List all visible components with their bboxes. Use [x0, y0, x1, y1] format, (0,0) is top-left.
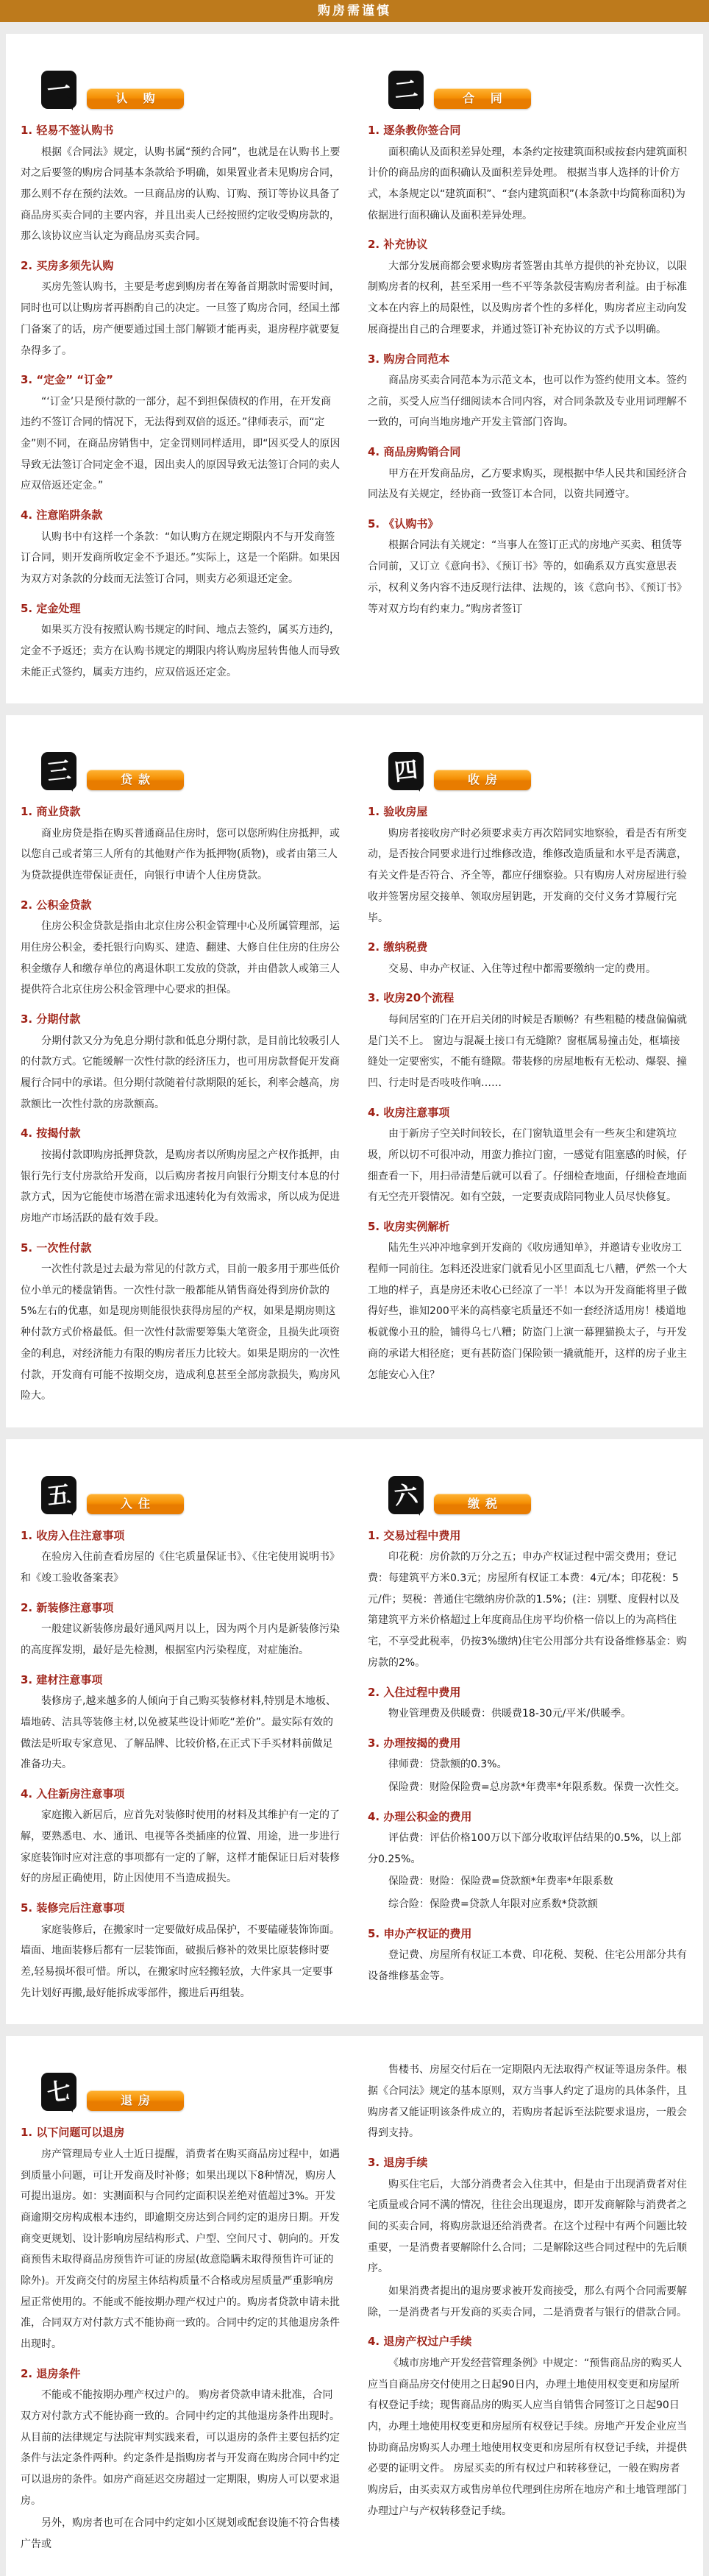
item-body — [21, 1691, 341, 1775]
section-badge-row — [388, 1457, 688, 1514]
paragraph: 住房公积金贷款是指由北京住房公积金管理中心及所属管理部，运用住房公积金，委托银行向购买、建造、翻建、大修自住住房的住房公积金缴存人和缴存单位的离退休职工发放的贷款，并由借款人或第三人提供符合北京住房公积金管理中心要求的担保。 — [21, 920, 340, 996]
item-heading: 4. 退房产权过户手续 — [368, 2335, 472, 2349]
section-banner — [87, 88, 184, 109]
badge-numeral: 三 — [46, 756, 72, 787]
number-badge — [41, 752, 76, 790]
paragraph: 大部分发展商都会要求购房者签署由其单方提供的补充协议，以限制购房者的权利，甚至采用一些不平等条款侵害购房者利益。由于标准文本在内容上的局限性，以及购房者个性的多样化，购房者应主动向发展商提出自己的合理要求，并通过签订补充协议的方式予以明确。 — [368, 260, 687, 336]
paragraph: 购房者接收房产时必须要求卖方再次陪同实地察验，看是否有所变动，是否按合同要求进行过维修改造，维修改造质量和水平是否满意，有关文件是否符合、齐全等，都应仔细察验。只有购房人对房屋进行验收并签署房屋交接单、领取房屋钥匙，开发商的交付义务才算履行完毕。 — [368, 827, 687, 924]
item-body — [368, 823, 688, 929]
item-body — [21, 277, 341, 361]
paragraph: 综合险：保险费=贷款人年限对应系数*贷款额 — [388, 1898, 598, 1911]
section-items — [21, 1527, 341, 2004]
section-tuifang-right — [368, 2048, 688, 2556]
badge-numeral: 四 — [393, 756, 419, 787]
item-body — [368, 535, 688, 620]
item-body — [21, 916, 341, 1001]
section-banner — [87, 770, 184, 790]
item-heading: 4. 收房注意事项 — [368, 1105, 450, 1119]
item-heading: 2. 公积金贷款 — [21, 898, 92, 912]
article-item — [21, 1011, 341, 1115]
article-item — [368, 351, 688, 434]
section-label: 入住 — [120, 1496, 156, 1511]
section-box-2 — [6, 715, 703, 1427]
item-heading: 5. 一次性付款 — [21, 1241, 92, 1255]
item-heading: 4. 注意陷阱条款 — [21, 508, 103, 522]
item-heading: 4. 商品房购销合同 — [368, 445, 461, 459]
item-heading: 3. 办理按揭的费用 — [368, 1736, 461, 1750]
item-body — [21, 1259, 341, 1407]
item-body — [21, 2385, 341, 2555]
item-heading: 1. 轻易不签认购书 — [21, 124, 114, 137]
item-heading: 2. 入住过程中费用 — [368, 1685, 461, 1699]
item-heading: 3. 建材注意事项 — [21, 1672, 103, 1686]
item-body — [21, 1619, 341, 1661]
article-item — [21, 600, 341, 684]
article-item — [21, 1527, 341, 1589]
section-badge-row — [41, 1457, 341, 1514]
section-items — [368, 122, 688, 620]
section-items — [21, 2124, 341, 2555]
paragraph: 装修房子,越来越多的人倾向于自己购买装修材料,特别是木地板、墙地砖、洁具等装修主材,以免被某些设计师吃“差价”。最实际有效的做法是听取专家意见、了解品牌、比较价格,在正式下手买材料前做足准备功夫。 — [21, 1695, 336, 1771]
section-items — [21, 803, 341, 1407]
article-item — [368, 990, 688, 1093]
paragraph: 在验房入住前查看房屋的《住宅质量保证书》、《住宅使用说明书》和《竣工验收备案表》 — [21, 1551, 340, 1585]
section-label: 贷款 — [120, 773, 156, 787]
article-item — [368, 1218, 688, 1385]
article-item — [368, 1735, 688, 1798]
paragraph: 印花税：房价款的万分之五；申办产权证过程中需交费用；登记费：每建筑平方米0.3元；房屋所有权证工本费：4元/本；印花税：5元/件；契税：普通住宅缴纳房价款的1.5%；(注：别墅、度假村以及第建筑平方米价格超过上年度商品住房平均价格一倍以上的为高档住宅，不享受此税率，仍按3%缴纳)住宅公用部分共有设备维修基金：购房款的2%。 — [368, 1551, 687, 1669]
article-item — [368, 122, 688, 226]
paragraph: 一次性付款是过去最为常见的付款方式，目前一般多用于那些低价位小单元的楼盘销售。一次性付款一般都能从销售商处得到房价款的5%左右的优惠，如是现房则能很快获得房屋的产权，如果是期房则这种付款方式价格最低。但一次性付款需要筹集大笔资金，且损失此项资金的利息，对经济能力有限的购房者压力比较大。如果是期房的一次性付款，开发商有可能不按期交房，造成利息甚至全部房款损失，购房风险大。 — [21, 1263, 340, 1402]
section-banner — [434, 770, 531, 790]
item-heading: 3. 分期付款 — [21, 1012, 81, 1026]
article-item — [368, 2333, 688, 2522]
badge-numeral: 六 — [393, 1480, 419, 1511]
section-renggou — [21, 46, 341, 684]
item-heading: 3. 购房合同范本 — [368, 352, 450, 366]
item-body — [368, 1754, 688, 1798]
item-heading: 2. 缴纳税费 — [368, 940, 428, 954]
paragraph: 不能或不能按期办理产权过户的。 购房者贷款申请未批准，合同双方对付款方式不能协商一致的。合同中约定的其他退房条件出现时。从目前的法律规定与法院审判实践来看，可以退房的条件主要包括约定条件与法定条件两种。约定条件是指购房者与开发商在购房合同中约定可以退房的条件。如房产商延迟交房超过一定期限，购房人可以要求退房。 — [21, 2389, 340, 2507]
paragraph: 如果买方没有按照认购书规定的时间、地点去签约，属买方违约，定金不予返还；卖方在认购书规定的期限内将认购房屋转售他人而导致未能正式签约，属卖方违约，应双倍返还定金。 — [21, 624, 340, 678]
page-title: 购房需谨慎 — [318, 4, 391, 18]
article-item — [21, 1672, 341, 1775]
number-badge — [41, 71, 76, 109]
article-item — [21, 2124, 341, 2355]
item-body — [21, 620, 341, 683]
item-body — [368, 1703, 688, 1725]
paragraph: 陆先生兴冲冲地拿到开发商的《收房通知单》，并邀请专业收房工程师一同前往。怎料还没进家门就看见小区里面乱七八糟，俨然一个大工地的样子，真是房还未收心已经凉了一半！本以为开发商能将里子做得好些，谁知200平米的高档豪宅质量还不如一套经济适用房！楼道地板就像小丑的脸，铺得乌七八糟；防盗门上演一幕狸猫换太子，与开发商的承诺大相径庭；更有甚防盗门保险锁一撬就能开，这样的房子业主怎能安心入住？ — [368, 1242, 687, 1381]
item-body — [21, 391, 341, 497]
item-heading: 3. 收房20个流程 — [368, 991, 455, 1005]
article-item — [368, 1809, 688, 1915]
item-heading: 2. 退房条件 — [21, 2366, 81, 2380]
paragraph: 面积确认及面积差异处理，本条约定按建筑面积或按套内建筑面积计价的商品房的面积确认及面积差异处理。 根据当事人选择的计价方式，本条规定以“建筑面积”、“套内建筑面积”(本条款中均简称面积)为依据进行面积确认及面积差异处理。 — [368, 146, 687, 221]
item-heading: 1. 商业贷款 — [21, 805, 81, 819]
section-badge-row — [41, 2054, 341, 2111]
paragraph: “‘订金’只是预付款的一部分，起不到担保债权的作用，在开发商违约不签订合同的情况下，无法得到双倍的返还。”律师表示，而“定金”则不同，在商品房销售中，定金罚则同样适用，即“因买受人的原因导致无法签订合同定金不退，因出卖人的原因导致无法签订合同的卖人应双倍返还定金。” — [21, 395, 341, 492]
item-heading: 2. 买房多须先认购 — [21, 258, 114, 272]
item-body — [368, 1547, 688, 1673]
item-heading: 4. 办理公积金的费用 — [368, 1809, 472, 1823]
section-banner — [87, 2090, 184, 2111]
article-item — [368, 1104, 688, 1208]
badge-numeral: 二 — [393, 74, 419, 105]
item-body — [21, 142, 341, 247]
section-daikuan — [21, 727, 341, 1408]
article-item — [21, 1125, 341, 1229]
article-item — [368, 939, 688, 979]
article-item — [368, 444, 688, 505]
paragraph: 家庭装修后，在搬家时一定要做好成品保护，不要磕碰装饰饰面。墙面、地面装修后都有一层装饰面，破损后修补的效果比原装修时要差,轻易损坏很可惜。所以，在搬家时应轻搬轻放，大件家具一定要事先计划好再搬,最好能拆成零部件，搬进后再组装。 — [21, 1923, 340, 1999]
paragraph: 分期付款又分为免息分期付款和低息分期付款，是目前比较吸引人的付款方式。它能缓解一次性付款的经济压力，也可用房款督促开发商履行合同中的承诺。但分期付款随着付款期限的延长，利率会越高，房款额比一次性付款的房款额高。 — [21, 1035, 340, 1110]
section-ruzhu — [21, 1451, 341, 2006]
paragraph: 律师费：贷款额的0.3%。 — [388, 1759, 507, 1771]
item-body — [368, 1945, 688, 1987]
article-item — [368, 516, 688, 620]
item-body — [21, 1920, 341, 2004]
paragraph: 购买住宅后，大部分消费者会入住其中，但是由于出现消费者对住宅质量或合同不满的情况，往往会出现退房，即开发商解除与消费者之间的买卖合同，将购房款退还给消费者。在这个过程中有两个问题比较重要，一是消费者要解除什么合同；二是解除这些合同过程中的先后顺序。 — [368, 2178, 687, 2275]
item-body — [368, 2353, 688, 2522]
paragraph: 由于新房子空关时间较长，在门窗轨道里会有一些灰尘和建筑垃圾，所以切不可很冲动，用蛮力推拉门窗，一感觉有阻塞感的时候，仔细查看一下，用扫帚清楚后就可以看了。仔细检查地面，仔细检查地面有无空壳开裂情况。如有空鼓，一定要责成陪同物业人员尽快修复。 — [368, 1128, 687, 1204]
badge-numeral: 五 — [46, 1480, 72, 1511]
paragraph: 《城市房地产开发经营管理条例》中规定：“预售商品房的购买人应当自商品房交付使用之日起90日内，办理土地使用权变更和房屋所有权登记手续；现售商品房的购买人应当自销售合同签订之日起90日内，办理土地使用权变更和房屋所有权登记手续。房地产开发企业应当协助商品房购买人办理土地使用权变更和房屋所有权登记手续，并提供必要的证明文件。 房屋买卖的所有权过户和转移登记，一般在购房者购房后，由买卖双方或售房单位代理到住房所在地房产和土地管理部门办理过户与产权转移登记手续。 — [368, 2357, 687, 2517]
section-banner — [434, 88, 531, 109]
number-badge — [388, 71, 424, 109]
item-heading: 2. 新装修注意事项 — [21, 1600, 114, 1614]
article-item — [21, 803, 341, 887]
item-body — [368, 1010, 688, 1094]
section-items — [368, 803, 688, 1385]
paragraph: 家庭搬入新居后，应首先对装修时使用的材料及其维护有一定的了解，要熟悉电、水、通讯、电视等各类插座的位置、用途，进一步进行家庭装饰时应对注意的事项都有一定的了解，这样才能保证日后对装修好的房屋正确使用，防止因使用不当造成损失。 — [21, 1809, 340, 1885]
section-label: 合 同 — [463, 91, 508, 105]
item-heading: 1. 交易过程中费用 — [368, 1528, 461, 1542]
item-body — [21, 823, 341, 887]
number-badge — [41, 1476, 76, 1514]
item-body — [21, 2144, 341, 2355]
badge-numeral: 七 — [46, 2076, 72, 2107]
section-label: 缴税 — [467, 1496, 503, 1511]
article-item — [368, 1684, 688, 1725]
section-shoufang — [368, 727, 688, 1408]
item-body — [21, 1031, 341, 1115]
number-badge — [41, 2073, 76, 2111]
paragraph: 物业管理费及供暖费：供暖费18-30元/平米/供暖季。 — [388, 1708, 632, 1720]
section-box-1 — [6, 34, 703, 703]
paragraph: 根据《合同法》规定，认购书属“预约合同”，也就是在认购书上要对之后要签的购房合同基本条款给予明确，如果置业者未见购房合同，那么则不存在预约法效。一旦商品房的认购、订购、预订等协议具备了商品房买卖合同的主要内容，并且出卖人已经按照约定收受购房款的，那么该协议应当认定为商品房买卖合同。 — [21, 146, 341, 243]
article-item — [21, 1900, 341, 2004]
paragraph: 售楼书、房屋交付后在一定期限内无法取得产权证等退房条件。根据《合同法》规定的基本原则，双方当事人约定了退房的具体条件，且购房者又能证明该条件成立的，若购房者起诉至法院要求退房，一般会得到支持。 — [368, 2064, 687, 2140]
paragraph: 保险费：财险：保险费=贷款额*年费率*年限系数 — [388, 1876, 613, 1888]
item-body — [21, 1145, 341, 1230]
paragraph: 按揭付款即购房抵押贷款，是购房者以所购房屋之产权作抵押，由银行先行支付房款给开发商，以后购房者按月向银行分期支付本息的付款方式，因为它能使市场潜在需求迅速转化为有效需求，所以成为促进房地产市场活跃的最有效手段。 — [21, 1149, 340, 1224]
article-item — [368, 803, 688, 929]
section-label: 退房 — [120, 2093, 156, 2108]
item-body — [21, 1805, 341, 1890]
article-item — [21, 507, 341, 590]
paragraph: 另外，购房者也可在合同中约定如小区规划或配套设施不符合售楼广告或 — [21, 2517, 340, 2551]
item-body — [368, 1828, 688, 1915]
paragraph: 保险费：财险保险费=总房款*年费率*年限系数。保费一次性交。 — [388, 1781, 685, 1793]
article-item — [21, 1240, 341, 1407]
article-item — [21, 122, 341, 247]
item-heading: 4. 按揭付款 — [21, 1126, 81, 1140]
section-items — [368, 1527, 688, 1987]
section-banner — [434, 1494, 531, 1514]
article-item — [21, 372, 341, 497]
article-item — [368, 2154, 688, 2323]
paragraph: 房产管理局专业人士近日提醒，消费者在购买商品房过程中，如遇到质量小问题，可让开发商及时补修；如果出现以下8种情况，购房人可提出退房。如：实测面积与合同约定面积误差绝对值超过3%。开发商逾期交房构成根本违约，即逾期交房达到合同约定的退房日期。开发商变更规划、设计影响房屋结构形式、户型、空间尺寸、朝向的。开发商预售未取得商品房预售许可证的房屋(故意隐瞒未取得预售许可证的除外)。开发商交付的房屋主体结构质量不合格或房屋质量严重影响房屋正常使用的。不能或不能按期办理产权过户的。购房者贷款申请未批准，合同双方对付款方式不能协商一致的。合同中约定的其他退房条件出现时。 — [21, 2148, 340, 2351]
paragraph: 商品房买卖合同范本为示范文本，也可以作为签约使用文本。签约之前，买受人应当仔细阅读本合同内容，对合同条款及专业用词理解不一致的，可向当地房地产开发主管部门咨询。 — [368, 375, 687, 429]
item-heading: 1. 验收房屋 — [368, 805, 428, 819]
item-body — [368, 2174, 688, 2324]
article-item — [368, 2059, 688, 2144]
section-badge-row — [41, 733, 341, 790]
section-hetong — [368, 46, 688, 684]
item-body — [368, 256, 688, 341]
section-tuifang-left — [21, 2048, 341, 2556]
item-body — [368, 142, 688, 227]
item-body — [21, 1547, 341, 1589]
item-body — [21, 527, 341, 590]
paragraph: 根据合同法有关规定：“当事人在签订正式的房地产买卖、租赁等合同前，又订立《意向书》、《预订书》等的，如确系双方真实意思表示，权利义务内容不违反现行法律、法规的，该《意向书》、《预订书》等对双方均有约束力。”购房者签订 — [368, 539, 687, 615]
article-item — [21, 258, 341, 361]
section-box-4 — [6, 2036, 703, 2575]
item-body — [368, 2059, 688, 2144]
item-heading: 5. 《认购书》 — [368, 517, 439, 531]
item-heading: 1. 以下问题可以退房 — [21, 2126, 125, 2140]
number-badge — [388, 1476, 424, 1514]
item-heading: 4. 入住新房注意事项 — [21, 1786, 125, 1800]
section-badge-row — [41, 52, 341, 109]
section-badge-row — [388, 52, 688, 109]
paragraph: 如果消费者提出的退房要求被开发商接受，那么有两个合同需要解除，一是消费者与开发商的买卖合同，二是消费者与银行的借款合同。 — [368, 2285, 687, 2318]
number-badge — [388, 752, 424, 790]
item-body — [368, 1238, 688, 1385]
section-box-3 — [6, 1439, 703, 2025]
section-items — [368, 2059, 688, 2522]
item-heading: 2. 补充协议 — [368, 238, 428, 252]
section-badge-row — [388, 733, 688, 790]
item-body — [368, 464, 688, 505]
section-items — [21, 122, 341, 683]
item-heading: 1. 收房入住注意事项 — [21, 1528, 125, 1542]
paragraph: 每间居室的门在开启关闭的时候是否顺畅？有些粗糙的楼盘偏偏就是门关不上。 窗边与混凝土接口有无缝隙？窗框属易撞击处，框墙接缝处一定要密实，不能有缝隙。带装修的房屋地板有无松动、爆裂、撞凹、行走时是否吱吱作响…… — [368, 1013, 687, 1089]
item-heading: 1. 逐条教你签合同 — [368, 124, 461, 137]
item-heading: 5. 收房实例解析 — [368, 1219, 450, 1233]
section-label: 认 购 — [115, 91, 161, 105]
paragraph: 一般建议新装修房最好通风两月以上，因为两个月内是新装修污染的高度挥发期，最好是先检测，根据室内污染程度，对症施治。 — [21, 1623, 340, 1656]
paragraph: 甲方在开发商品房，乙方要求购买，现根据中华人民共和国经济合同法及有关规定，经协商一致签订本合同，以资共同遵守。 — [368, 467, 687, 501]
item-heading: 5. 定金处理 — [21, 601, 81, 615]
section-banner — [87, 1494, 184, 1514]
article-item — [368, 236, 688, 340]
article-item — [368, 1926, 688, 1987]
item-body — [368, 370, 688, 433]
paragraph: 交易、申办产权证、入住等过程中都需要缴纳一定的费用。 — [388, 962, 656, 975]
article-item — [21, 1600, 341, 1661]
paragraph: 认购书中有这样一个条款：“如认购方在规定期限内不与开发商签订合同，则开发商所收定金不予退还。”实际上，这是一个陷阱。如果因为双方对条款的分歧而无法签订合同，则卖方必须退还定金。 — [21, 531, 341, 585]
item-body — [368, 959, 688, 980]
badge-numeral: 一 — [46, 74, 72, 105]
header-bar — [0, 0, 709, 22]
article-item — [21, 2366, 341, 2555]
item-heading: 3. “定金” “订金” — [21, 373, 114, 387]
article-item — [368, 1527, 688, 1674]
paragraph: 买房先签认购书，主要是考虑到购房者在筹备首期款时需要时间，同时也可以让购房者再斟酌自己的决定。一旦签了购房合同，经国土部门备案了的话，房产便要通过国土部门解锁才能再卖，退房程序就要复杂得多了。 — [21, 281, 340, 357]
section-jiaoshui — [368, 1451, 688, 2006]
section-label: 收房 — [467, 773, 503, 787]
paragraph: 评估费：评估价格100万以下部分收取评估结果的0.5%，以上部分0.25%。 — [368, 1832, 682, 1865]
item-heading: 3. 退房手续 — [368, 2156, 428, 2170]
item-heading: 5. 装修完后注意事项 — [21, 1901, 125, 1915]
article-item — [21, 897, 341, 1001]
paragraph: 登记费、房屋所有权证工本费、印花税、契税、住宅公用部分共有设备维修基金等。 — [368, 1949, 687, 1982]
item-body — [368, 1124, 688, 1208]
item-heading: 5. 申办产权证的费用 — [368, 1926, 472, 1940]
paragraph: 商业房贷是指在购买普通商品住房时，您可以您所购住房抵押，或以您自己或者第三人所有的其他财产作为抵押物(质物)，或者由第三人为贷款提供连带保证责任，向银行申请个人住房贷款。 — [21, 827, 340, 882]
